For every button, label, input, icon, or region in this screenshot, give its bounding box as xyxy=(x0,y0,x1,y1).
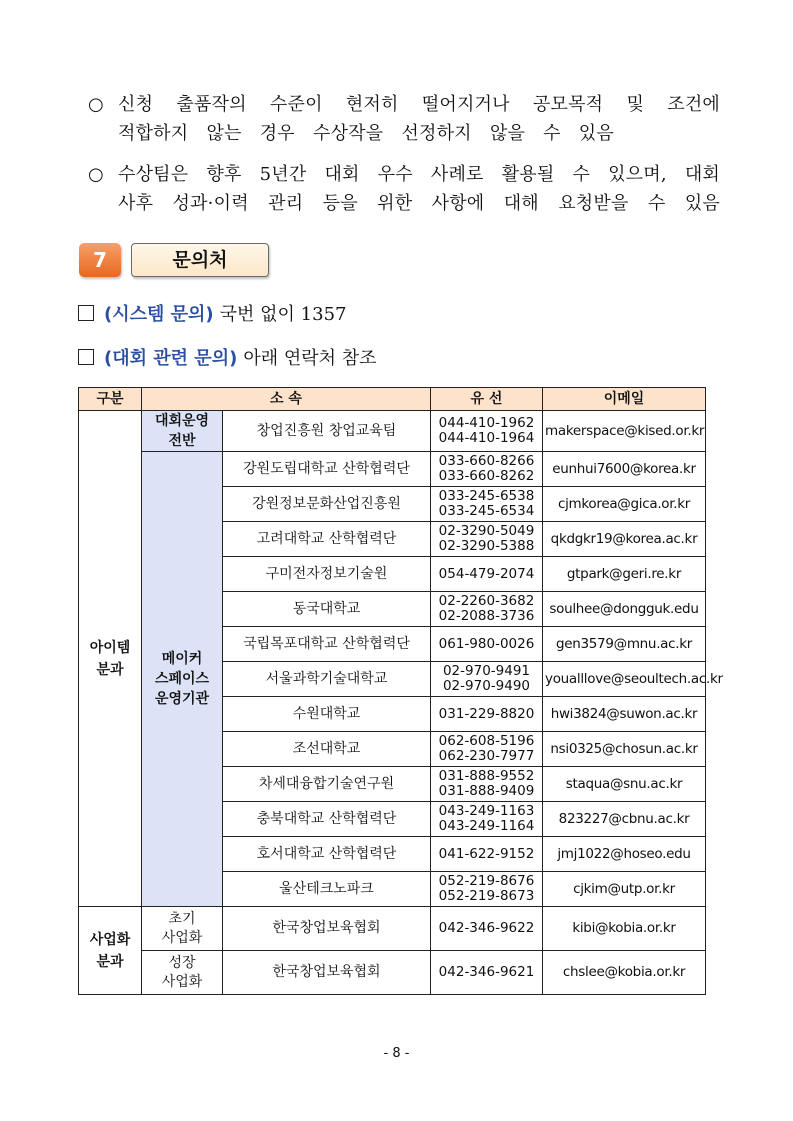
email-cell: makerspace@kised.or.kr xyxy=(543,411,706,452)
header-affiliation: 소 속 xyxy=(142,388,431,411)
group-item: 아이템 분과 xyxy=(79,411,142,907)
phone-cell: 033-660-8266 033-660-8262 xyxy=(431,452,543,487)
phone-cell: 044-410-1962 044-410-1964 xyxy=(431,411,543,452)
table-row xyxy=(79,951,706,995)
org-cell: 호서대학교 산학협력단 xyxy=(223,837,431,872)
phone-cell: 041-622-9152 xyxy=(431,837,543,872)
org-cell: 서울과학기술대학교 xyxy=(223,662,431,697)
checkbox-icon xyxy=(78,349,94,365)
email-cell: cjkim@utp.or.kr xyxy=(543,872,706,907)
org-cell: 강원정보문화산업진흥원 xyxy=(223,487,431,522)
phone-cell: 052-219-8676 052-219-8673 xyxy=(431,872,543,907)
subgroup-makerspace: 메이커 스페이스 운영기관 xyxy=(142,452,223,907)
org-cell: 창업진흥원 창업교육팀 xyxy=(223,411,431,452)
org-cell: 한국창업보육협회 xyxy=(223,951,431,995)
check-text: 아래 연락처 참조 xyxy=(243,348,377,369)
bullet-1: ○ xyxy=(88,94,104,115)
org-cell: 강원도립대학교 산학협력단 xyxy=(223,452,431,487)
org-cell: 동국대학교 xyxy=(223,592,431,627)
subgroup-contest-ops: 대회운영 전반 xyxy=(142,411,223,452)
group-business: 사업화 분과 xyxy=(79,907,142,995)
phone-cell: 02-970-9491 02-970-9490 xyxy=(431,662,543,697)
phone-cell: 043-249-1163 043-249-1164 xyxy=(431,802,543,837)
org-cell: 조선대학교 xyxy=(223,732,431,767)
check-highlight: (시스템 문의) xyxy=(104,304,214,325)
bullet-2: ○ xyxy=(88,164,104,185)
org-cell: 국립목포대학교 산학협력단 xyxy=(223,627,431,662)
check-text: 국번 없이 1357 xyxy=(219,304,347,325)
paragraph-1-line-2: 적합하지 않는 경우 수상작을 선정하지 않을 수 있음 xyxy=(118,123,614,144)
phone-cell: 02-2260-3682 02-2088-3736 xyxy=(431,592,543,627)
org-cell: 수원대학교 xyxy=(223,697,431,732)
check-item-system xyxy=(78,303,346,327)
table-row xyxy=(79,452,706,487)
paragraph-1-line-1: 신청 출품작의 수준이 현저히 떨어지거나 공모목적 및 조건에 xyxy=(118,94,720,115)
table-row xyxy=(79,411,706,452)
header-email: 이메일 xyxy=(543,388,706,411)
phone-cell: 054-479-2074 xyxy=(431,557,543,592)
email-cell: kibi@kobia.or.kr xyxy=(543,907,706,951)
email-cell: youalllove@seoultech.ac.kr xyxy=(543,662,706,697)
phone-cell: 062-608-5196 062-230-7977 xyxy=(431,732,543,767)
section-title: 문의처 xyxy=(131,243,269,277)
email-cell: 823227@cbnu.ac.kr xyxy=(543,802,706,837)
table-row xyxy=(79,907,706,951)
page-number: - 8 - xyxy=(383,1046,410,1061)
email-cell: gtpark@geri.re.kr xyxy=(543,557,706,592)
org-cell: 충북대학교 산학협력단 xyxy=(223,802,431,837)
email-cell: qkdgkr19@korea.ac.kr xyxy=(543,522,706,557)
org-cell: 울산테크노파크 xyxy=(223,872,431,907)
email-cell: nsi0325@chosun.ac.kr xyxy=(543,732,706,767)
org-cell: 고려대학교 산학협력단 xyxy=(223,522,431,557)
section-number: 7 xyxy=(79,243,121,277)
paragraph-2-line-1: 수상팀은 향후 5년간 대회 우수 사례로 활용될 수 있으며, 대회 xyxy=(118,164,720,185)
phone-cell: 061-980-0026 xyxy=(431,627,543,662)
email-cell: chslee@kobia.or.kr xyxy=(543,951,706,995)
checkbox-icon xyxy=(78,305,94,321)
check-item-contest xyxy=(78,347,377,371)
check-highlight: (대회 관련 문의) xyxy=(104,348,238,369)
phone-cell: 031-888-9552 031-888-9409 xyxy=(431,767,543,802)
phone-cell: 033-245-6538 033-245-6534 xyxy=(431,487,543,522)
phone-cell: 042-346-9622 xyxy=(431,907,543,951)
header-category: 구분 xyxy=(79,388,142,411)
org-cell: 한국창업보육협회 xyxy=(223,907,431,951)
email-cell: jmj1022@hoseo.edu xyxy=(543,837,706,872)
header-phone: 유 선 xyxy=(431,388,543,411)
contact-table xyxy=(78,387,723,995)
email-cell: gen3579@mnu.ac.kr xyxy=(543,627,706,662)
email-cell: staqua@snu.ac.kr xyxy=(543,767,706,802)
subgroup-early: 초기 사업화 xyxy=(142,907,223,951)
paragraph-1 xyxy=(88,90,720,148)
phone-cell: 031-229-8820 xyxy=(431,697,543,732)
paragraph-2 xyxy=(88,160,720,218)
phone-cell: 042-346-9621 xyxy=(431,951,543,995)
email-cell: hwi3824@suwon.ac.kr xyxy=(543,697,706,732)
paragraph-2-line-2: 사후 성과·이력 관리 등을 위한 사항에 대해 요청받을 수 있음 xyxy=(118,193,720,214)
subgroup-growth: 성장 사업화 xyxy=(142,951,223,995)
org-cell: 구미전자정보기술원 xyxy=(223,557,431,592)
table-header-row xyxy=(79,388,706,411)
email-cell: eunhui7600@korea.kr xyxy=(543,452,706,487)
email-cell: cjmkorea@gica.or.kr xyxy=(543,487,706,522)
org-cell: 차세대융합기술연구원 xyxy=(223,767,431,802)
phone-cell: 02-3290-5049 02-3290-5388 xyxy=(431,522,543,557)
email-cell: soulhee@dongguk.edu xyxy=(543,592,706,627)
